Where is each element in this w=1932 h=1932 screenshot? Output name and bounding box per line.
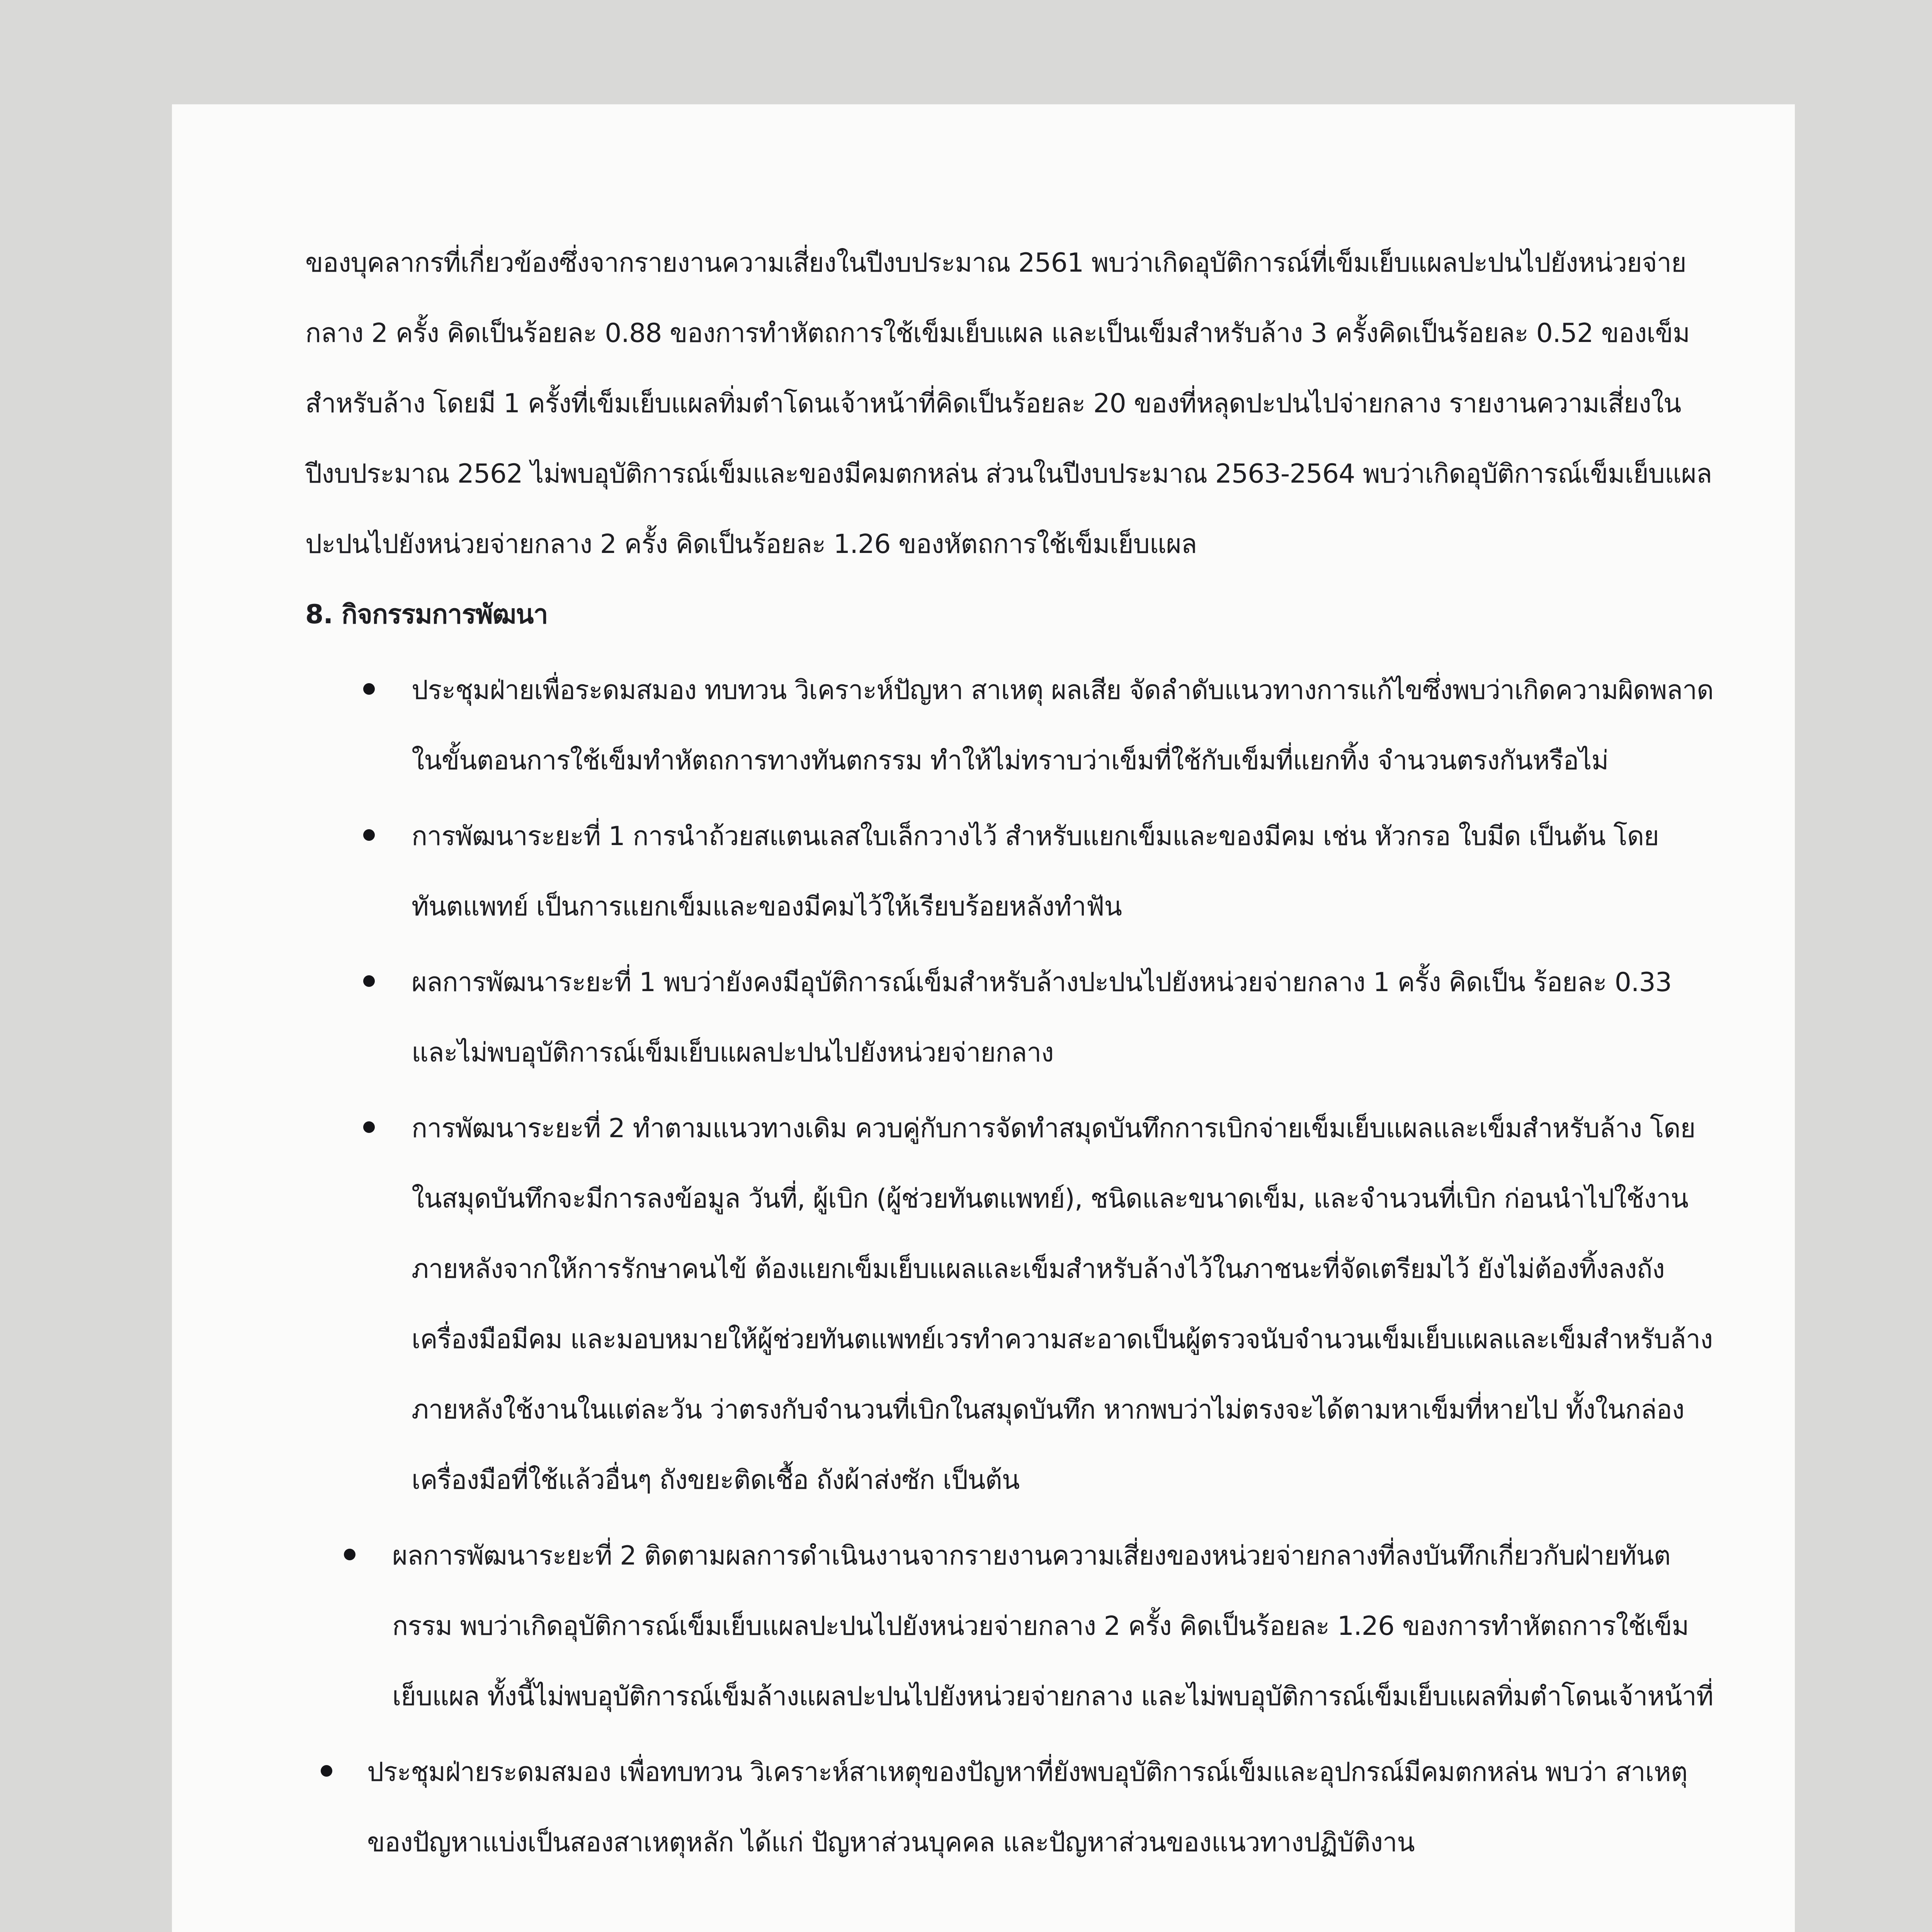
section-heading: 8. กิจกรรมการพัฒนา	[305, 599, 548, 630]
document-body	[305, 228, 1716, 1878]
bullet-icon	[321, 1765, 332, 1777]
bullet-icon	[363, 829, 375, 841]
bullet-item	[305, 1521, 1716, 1732]
bullet-text: ประชุมฝ่ายเพื่อระดมสมอง ทบทวน วิเคราะห์ปัญหา สาเหตุ ผลเสีย จัดลำดับแนวทางการแก้ไขซึ่งพบว่าเกิดความผิดพลาดในขั้นตอนการใช้เข็มทำหัตถการทางทันตกรรม ทำให้ไม่ทราบว่าเข็มที่ใช้กับเข็มที่แยกทิ้ง จำนวนตรงกันหรือไม่	[412, 675, 1714, 776]
bullet-icon	[363, 1121, 375, 1133]
bullet-text: การพัฒนาระยะที่ 1 การนำถ้วยสแตนเลสใบเล็กวางไว้ สำหรับแยกเข็มและของมีคม เช่น หัวกรอ ใบมีด เป็นต้น โดยทันตแพทย์ เป็นการแยกเข็มและของมีคมไว้ให้เรียบร้อยหลังทำฟัน	[412, 821, 1659, 922]
bullet-text: ผลการพัฒนาระยะที่ 1 พบว่ายังคงมีอุบัติการณ์เข็มสำหรับล้างปะปนไปยังหน่วยจ่ายกลาง 1 ครั้ง คิดเป็น ร้อยละ 0.33 และไม่พบอุบัติการณ์เข็มเย็บแผลปะปนไปยังหน่วยจ่ายกลาง	[412, 967, 1672, 1068]
bullet-icon	[363, 683, 375, 695]
bullet-item	[305, 655, 1716, 796]
bullet-text: ประชุมฝ่ายระดมสมอง เพื่อทบทวน วิเคราะห์สาเหตุของปัญหาที่ยังพบอุบัติการณ์เข็มและอุปกรณ์มีคมตกหล่น พบว่า สาเหตุของปัญหาแบ่งเป็นสองสาเหตุหลัก ได้แก่ ปัญหาส่วนบุคคล และปัญหาส่วนของแนวทางปฏิบัติงาน	[367, 1757, 1687, 1858]
document-page	[172, 104, 1795, 1932]
bullet-text: การพัฒนาระยะที่ 2 ทำตามแนวทางเดิม ควบคู่กับการจัดทำสมุดบันทึกการเบิกจ่ายเข็มเย็บแผลและเข็มสำหรับล้าง โดยในสมุดบันทึกจะมีการลงข้อมูล วันที่, ผู้เบิก (ผู้ช่วยทันตแพทย์), ชนิดและขนาดเข็ม, และจำนวนที่เบิก ก่อนนำไปใช้งาน ภายหลังจากให้การรักษาคนไข้ ต้องแยกเข็มเย็บแผลและเข็มสำหรับล้างไว้ในภาชนะที่จัดเตรียมไว้ ยังไม่ต้องทิ้งลงถังเครื่องมือมีคม และมอบหมายให้ผู้ช่วยทันตแพทย์เวรทำความสะอาดเป็นผู้ตรวจนับจำนวนเข็มเย็บแผลและเข็มสำหรับล้างภายหลังใช้งานในแต่ละวัน ว่าตรงกับจำนวนที่เบิกในสมุดบันทึก หากพบว่าไม่ตรงจะได้ตามหาเข็มที่หายไป ทั้งในกล่องเครื่องมือที่ใช้แล้วอื่นๆ ถังขยะติดเชื้อ ถังผ้าส่งซัก เป็นต้น	[412, 1113, 1713, 1495]
bullet-icon	[363, 975, 375, 987]
intro-paragraph: ของบุคลากรที่เกี่ยวข้องซึ่งจากรายงานความเสี่ยงในปีงบประมาณ 2561 พบว่าเกิดอุบัติการณ์ที่เข็มเย็บแผลปะปนไปยังหน่วยจ่ายกลาง 2 ครั้ง คิดเป็นร้อยละ 0.88 ของการทำหัตถการใช้เข็มเย็บแผล และเป็นเข็มสำหรับล้าง 3 ครั้งคิดเป็นร้อยละ 0.52 ของเข็มสำหรับล้าง โดยมี 1 ครั้งที่เข็มเย็บแผลทิ่มตำโดนเจ้าหน้าที่คิดเป็นร้อยละ 20 ของที่หลุดปะปนไปจ่ายกลาง รายงานความเสี่ยงในปีงบประมาณ 2562 ไม่พบอุบัติการณ์เข็มและของมีคมตกหล่น ส่วนในปีงบประมาณ 2563-2564 พบว่าเกิดอุบัติการณ์เข็มเย็บแผลปะปนไปยังหน่วยจ่ายกลาง 2 ครั้ง คิดเป็นร้อยละ 1.26 ของหัตถการใช้เข็มเย็บแผล	[305, 248, 1712, 560]
bullet-item	[305, 1094, 1716, 1515]
bullet-item	[305, 947, 1716, 1088]
bullet-icon	[344, 1549, 355, 1560]
bullet-text: ผลการพัฒนาระยะที่ 2 ติดตามผลการดำเนินงานจากรายงานความเสี่ยงของหน่วยจ่ายกลางที่ลงบันทึกเกี่ยวกับฝ่ายทันตกรรม พบว่าเกิดอุบัติการณ์เข็มเย็บแผลปะปนไปยังหน่วยจ่ายกลาง 2 ครั้ง คิดเป็นร้อยละ 1.26 ของการทำหัตถการใช้เข็มเย็บแผล ทั้งนี้ไม่พบอุบัติการณ์เข็มล้างแผลปะปนไปยังหน่วยจ่ายกลาง และไม่พบอุบัติการณ์เข็มเย็บแผลทิ่มตำโดนเจ้าหน้าที่	[392, 1541, 1713, 1712]
bullet-item	[305, 801, 1716, 942]
bullet-item	[305, 1737, 1716, 1878]
